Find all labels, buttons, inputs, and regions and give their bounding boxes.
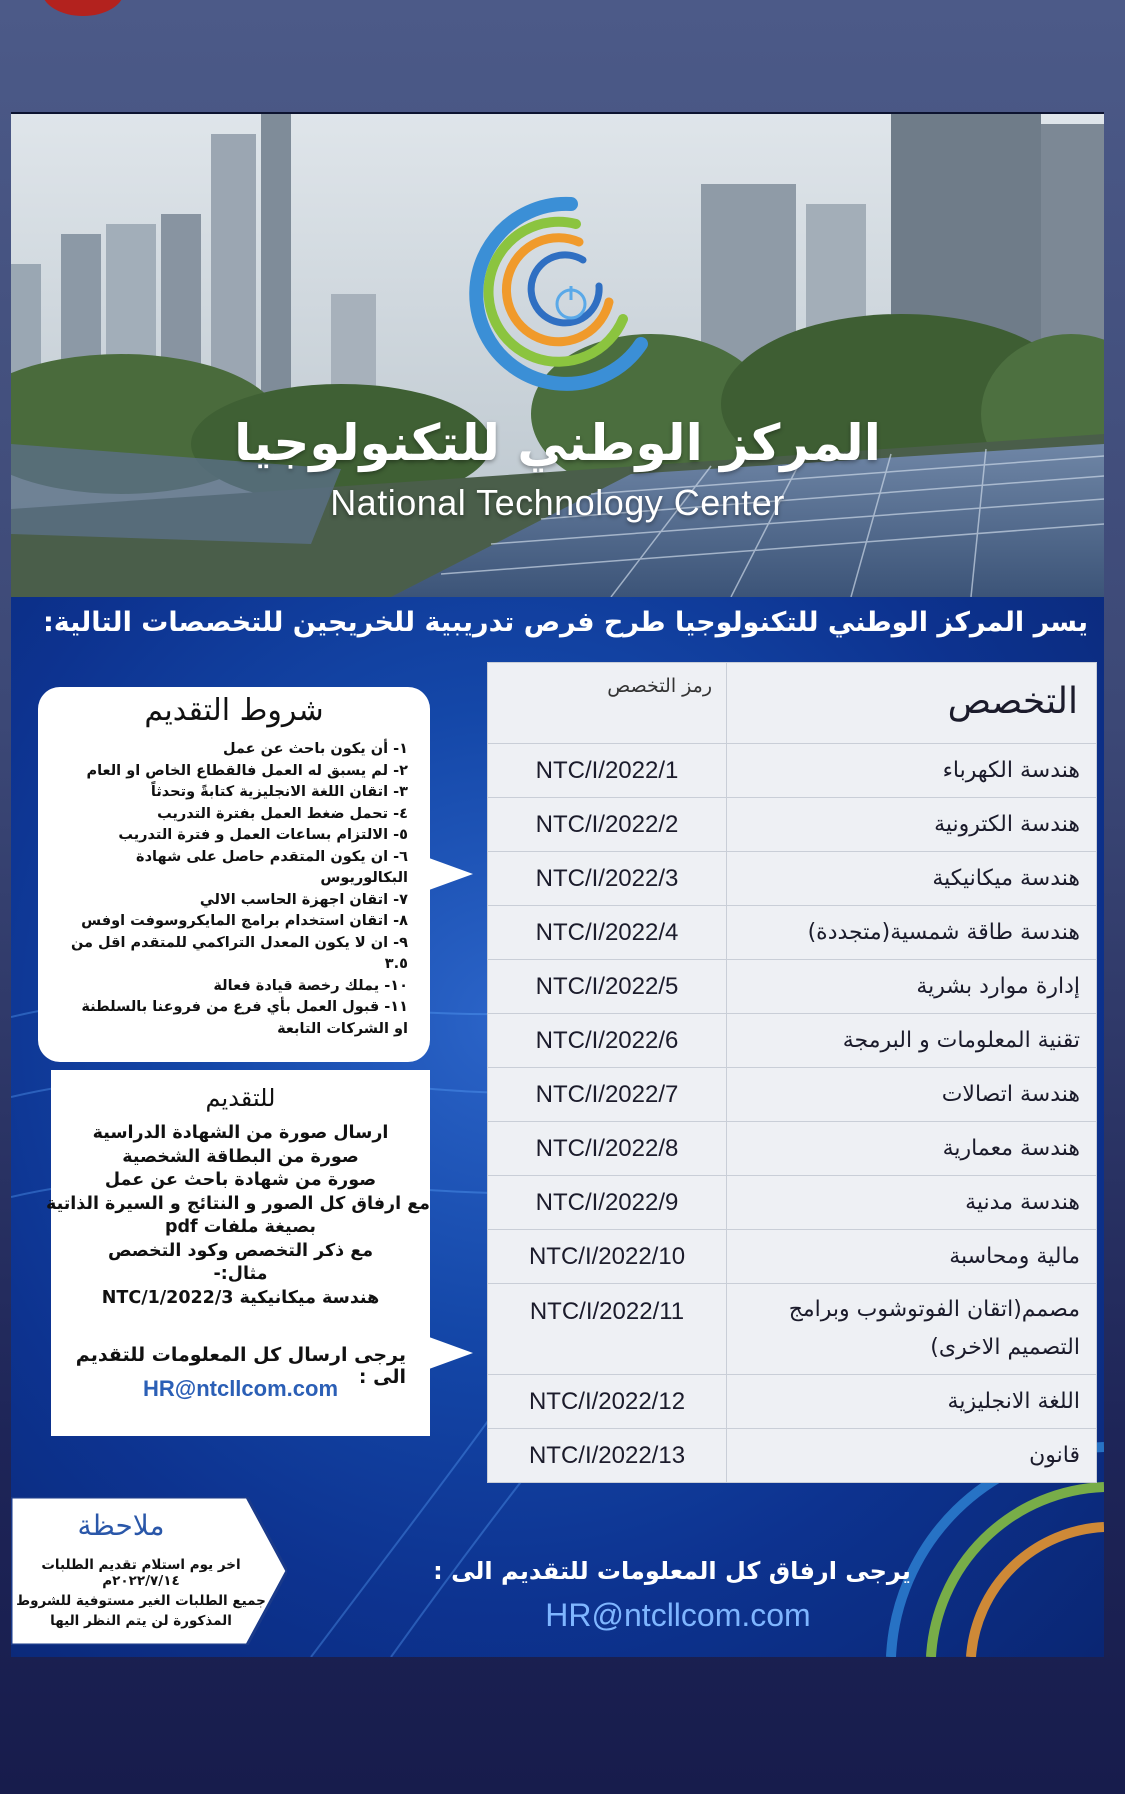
specialty-cell: هندسة طاقة شمسية(متجددة) — [727, 906, 1097, 960]
specialty-cell: اللغة الانجليزية — [727, 1375, 1097, 1429]
note-box — [11, 1497, 287, 1645]
table-row — [488, 1429, 1097, 1483]
list-item: ١١- قبول العمل بأي فرع من فروعنا بالسلطنة — [81, 999, 408, 1015]
apply-line: ارسال صورة من الشهادة الدراسية — [92, 1123, 389, 1143]
content-section — [11, 597, 1104, 1657]
footer-email-link[interactable]: HR@ntcllcom.com — [545, 1597, 811, 1633]
table-row — [488, 960, 1097, 1014]
conditions-box — [38, 687, 430, 1062]
specialty-cell: هندسة معمارية — [727, 1122, 1097, 1176]
specialty-cell: إدارة موارد بشرية — [727, 960, 1097, 1014]
logo-english-name: National Technology Center — [330, 482, 785, 523]
apply-line: بصيغة ملفات pdf — [164, 1217, 317, 1237]
table-row — [488, 1230, 1097, 1284]
apply-line: مع ذكر التخصص وكود التخصص — [107, 1240, 374, 1261]
code-cell: NTC/I/2022/12 — [488, 1375, 727, 1429]
apply-line: مع ارفاق كل الصور و النتائج و السيرة الذاتية — [45, 1193, 430, 1214]
specialty-cell: هندسة الكترونية — [727, 798, 1097, 852]
list-item: ٥- الالتزام بساعات العمل و فترة التدريب — [118, 827, 408, 843]
intro-text: يسر المركز الوطني للتكنولوجيا طرح فرص تدريبية للخريجين للتخصصات التالية: — [42, 607, 1088, 638]
apply-line: هندسة ميكانيكية NTC/1/2022/3 — [101, 1287, 380, 1308]
specialty-cell: قانون — [727, 1429, 1097, 1483]
header-specialty: التخصص — [727, 663, 1097, 744]
code-cell: NTC/I/2022/5 — [488, 960, 727, 1014]
conditions-pointer-icon — [429, 858, 473, 890]
header-code: رمز التخصص — [488, 663, 727, 744]
table-row — [488, 1122, 1097, 1176]
apply-title: للتقديم — [205, 1084, 276, 1112]
code-cell: NTC/I/2022/13 — [488, 1429, 727, 1483]
specialty-cell: مالية ومحاسبة — [727, 1230, 1097, 1284]
specialty-cell: هندسة مدنية — [727, 1176, 1097, 1230]
code-cell: NTC/I/2022/4 — [488, 906, 727, 960]
code-cell: NTC/I/2022/2 — [488, 798, 727, 852]
list-item: ٧- اتقان اجهزة الحاسب الالي — [199, 891, 408, 908]
table-row — [488, 744, 1097, 798]
conditions-list — [48, 739, 408, 1040]
code-cell: NTC/I/2022/1 — [488, 744, 727, 798]
table-row — [488, 852, 1097, 906]
apply-instructions — [45, 1122, 430, 1310]
table-row — [488, 1375, 1097, 1429]
specialty-cell: مصمم(اتقان الفوتوشوب وبرامج التصميم الاخرى) — [727, 1284, 1097, 1375]
list-item: ١٠- يملك رخصة قيادة فعالة — [213, 977, 408, 994]
list-item: ٤- تحمل ضغط العمل بفترة التدريب — [157, 805, 408, 822]
code-cell: NTC/I/2022/9 — [488, 1176, 727, 1230]
code-cell: NTC/I/2022/7 — [488, 1068, 727, 1122]
specialty-cell: هندسة ميكانيكية — [727, 852, 1097, 906]
code-cell: NTC/I/2022/11 — [488, 1284, 727, 1375]
table-row — [488, 1068, 1097, 1122]
apply-pointer-icon — [429, 1337, 473, 1369]
apply-line: صورة من البطاقة الشخصية — [122, 1146, 359, 1167]
specialty-cell: تقنية المعلومات و البرمجة — [727, 1014, 1097, 1068]
code-cell: NTC/I/2022/3 — [488, 852, 727, 906]
table-row — [488, 1284, 1097, 1375]
note-warning-line2: المذكورة لن يتم النظر اليها — [50, 1613, 232, 1629]
logo-arabic-name: المركز الوطني للتكنولوجيا — [234, 414, 881, 472]
hero-banner — [11, 114, 1104, 597]
code-cell: NTC/I/2022/10 — [488, 1230, 727, 1284]
list-item: او الشركات التابعة — [277, 1020, 408, 1037]
city-solar-photo — [11, 114, 1104, 597]
table-row — [488, 1176, 1097, 1230]
note-warning-line1: جميع الطلبات الغير مستوفية للشروط — [16, 1593, 266, 1609]
list-item: ٣- اتقان اللغة الانجليزية كتابةً وتحدثاً — [150, 784, 408, 800]
table-row — [488, 906, 1097, 960]
footer-lead: يرجى ارفاق كل المعلومات للتقديم الى : — [433, 1557, 911, 1585]
code-cell: NTC/I/2022/8 — [488, 1122, 727, 1176]
table-row — [488, 798, 1097, 852]
list-item: ٨- اتقان استخدام برامج المايكروسوفت اوفس — [81, 913, 408, 929]
job-poster — [11, 112, 1104, 1657]
apply-line: صورة من شهادة باحث عن عمل — [104, 1170, 377, 1190]
list-item: ١- أن يكون باحث عن عمل — [222, 741, 408, 757]
table-header-row — [488, 663, 1097, 744]
table-row — [488, 1014, 1097, 1068]
apply-line: مثال:- — [213, 1264, 268, 1284]
apply-email-link[interactable]: HR@ntcllcom.com — [142, 1376, 339, 1401]
note-deadline: اخر يوم استلام تقديم الطلبات ٢٠٢٢/٧/١٤م — [41, 1557, 241, 1589]
list-item: ٩- ان لا يكون المعدل التراكمي للمتقدم اقل من ٣.٥ — [70, 934, 408, 972]
list-item: ٦- ان يكون المتقدم حاصل على شهادة البكالوريوس — [136, 848, 408, 886]
code-cell: NTC/I/2022/6 — [488, 1014, 727, 1068]
specialty-cell: هندسة الكهرباء — [727, 744, 1097, 798]
notification-dot — [42, 0, 124, 16]
specialty-cell: هندسة اتصالات — [727, 1068, 1097, 1122]
specialties-table — [487, 662, 1097, 1483]
list-item: ٢- لم يسبق له العمل فالقطاع الخاص او العام — [86, 762, 408, 779]
apply-box — [45, 1070, 430, 1436]
conditions-title: شروط التقديم — [144, 693, 324, 728]
note-title: ملاحظة — [77, 1509, 165, 1542]
apply-email-lead: يرجى ارسال كل المعلومات للتقديم الى : — [75, 1344, 406, 1388]
